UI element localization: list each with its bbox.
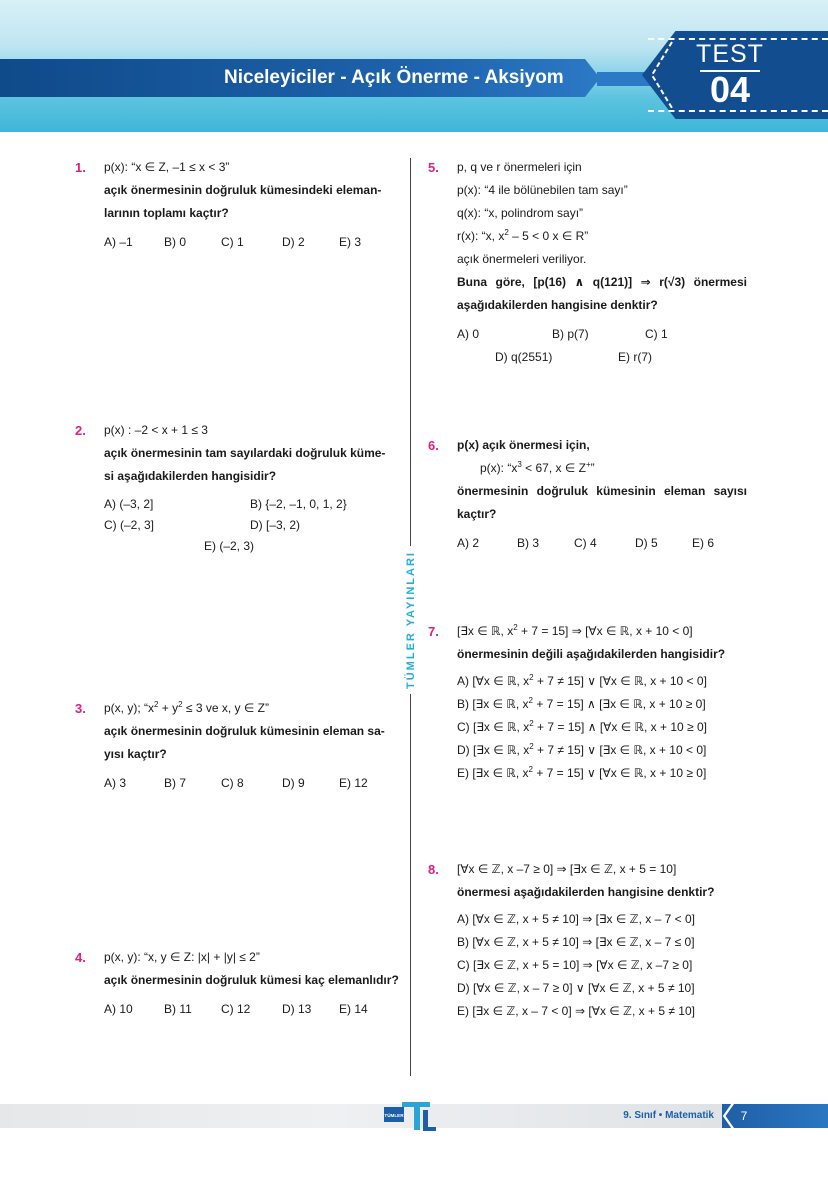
question-prompt: açık önermesinin tam sayılardaki doğruluk küme- bbox=[104, 446, 386, 460]
test-label: TEST bbox=[696, 40, 764, 68]
option-b[interactable]: B) [∀x ∈ ℤ, x + 5 ≠ 10] ⇒ [∃x ∈ ℤ, x – 7 ≤ 0] bbox=[457, 935, 695, 949]
publisher-side-label: TÜMLER YAYINLARI bbox=[405, 546, 417, 694]
question-number: 7. bbox=[428, 624, 439, 639]
question-statement: p, q ve r önermeleri için bbox=[457, 160, 582, 174]
question-prompt: yısı kaçtır? bbox=[104, 747, 167, 761]
option-d[interactable]: D) 2 bbox=[282, 235, 305, 249]
question-prompt: p(x) açık önermesi için, bbox=[457, 438, 590, 452]
question-number: 3. bbox=[75, 701, 86, 716]
question-prompt: önermesinin doğruluk kümesinin eleman sayısı bbox=[457, 484, 747, 498]
option-e[interactable]: E) [∃x ∈ ℤ, x – 7 < 0] ⇒ [∀x ∈ ℤ, x + 5 ≠ 10] bbox=[457, 1004, 695, 1018]
option-e[interactable]: E) 14 bbox=[339, 1002, 368, 1016]
option-e[interactable]: E) r(7) bbox=[618, 350, 652, 364]
option-a[interactable]: A) 3 bbox=[104, 776, 127, 790]
question-2 bbox=[75, 419, 396, 557]
option-b[interactable]: B) 11 bbox=[164, 1002, 192, 1016]
option-d[interactable]: D) [∃x ∈ ℝ, $x^2 + 7 \ne 15$] ∨ [∃x ∈ ℝ, x + 10 < 0] bbox=[457, 742, 707, 757]
question-5 bbox=[428, 156, 747, 369]
question-statement: p(x): “4 ile bölünebilen tam sayı” bbox=[457, 183, 628, 197]
question-prompt: si aşağıdakilerden hangisidir? bbox=[104, 469, 277, 483]
answer-options bbox=[104, 494, 396, 557]
answer-options bbox=[104, 231, 396, 254]
question-statement: p(x) : –2 < x + 1 ≤ 3 bbox=[104, 423, 208, 437]
option-c[interactable]: C) 4 bbox=[574, 536, 597, 550]
option-c[interactable]: C) (–2, 3] bbox=[104, 518, 155, 532]
option-a[interactable]: A) (–3, 2] bbox=[104, 497, 154, 511]
option-c[interactable]: C) 8 bbox=[221, 776, 244, 790]
option-c[interactable]: C) [∃x ∈ ℤ, x + 5 = 10] ⇒ [∀x ∈ ℤ, x –7 ≥ 0] bbox=[457, 958, 693, 972]
option-e[interactable]: E) 6 bbox=[692, 536, 715, 550]
question-1 bbox=[75, 156, 396, 254]
answer-options bbox=[104, 998, 404, 1021]
option-a[interactable]: A) –1 bbox=[104, 235, 133, 249]
option-b[interactable]: B) [∃x ∈ ℝ, $x^2 + 7 = 15$] ∧ [∃x ∈ ℝ, x + 10 ≥ 0] bbox=[457, 696, 706, 711]
option-d[interactable]: D) [∀x ∈ ℤ, x – 7 ≥ 0] ∨ [∀x ∈ ℤ, x + 5 ≠ 10] bbox=[457, 981, 695, 995]
question-8 bbox=[428, 858, 757, 1023]
test-number: 04 bbox=[709, 69, 751, 110]
answer-options bbox=[457, 908, 757, 1023]
question-statement: p(x, y); “$x^2 + y^2 \le 3$ ve x, y ∈ Z” bbox=[104, 700, 269, 715]
question-statement: p(x, y): “x, y ∈ Z: |x| + |y| ≤ 2” bbox=[104, 950, 260, 964]
question-3 bbox=[75, 697, 396, 795]
question-statement: p(x): “$x^3 < 67$, x ∈ Z+” bbox=[480, 460, 595, 475]
svg-text:TÜMLER: TÜMLER bbox=[384, 1113, 404, 1118]
question-statement: p(x): “x ∈ Z, –1 ≤ x < 3” bbox=[104, 160, 230, 174]
option-e[interactable]: E) 3 bbox=[339, 235, 362, 249]
option-c[interactable]: C) 1 bbox=[221, 235, 244, 249]
option-b[interactable]: B) {–2, –1, 0, 1, 2} bbox=[250, 497, 347, 511]
option-e[interactable]: E) [∃x ∈ ℝ, $x^2 + 7 = 15$] ∨ [∀x ∈ ℝ, x + 10 ≥ 0] bbox=[457, 765, 707, 780]
question-statement: [∀x ∈ ℤ, x –7 ≥ 0] ⇒ [∃x ∈ ℤ, x + 5 = 10] bbox=[457, 862, 677, 876]
course-label: 9. Sınıf • Matematik bbox=[623, 1110, 714, 1121]
answer-options bbox=[457, 323, 747, 369]
option-e[interactable]: E) 12 bbox=[339, 776, 368, 790]
question-number: 5. bbox=[428, 160, 439, 175]
option-a[interactable]: A) 2 bbox=[457, 536, 480, 550]
option-c[interactable]: C) 12 bbox=[221, 1002, 251, 1016]
question-prompt: kaçtır? bbox=[457, 507, 497, 521]
question-prompt: larının toplamı kaçtır? bbox=[104, 206, 229, 220]
question-7 bbox=[428, 620, 757, 785]
option-c[interactable]: C) 1 bbox=[645, 327, 668, 341]
option-a[interactable]: A) 10 bbox=[104, 1002, 133, 1016]
option-d[interactable]: D) [–3, 2) bbox=[250, 518, 301, 532]
question-statement: [∃x ∈ ℝ, $x^2 + 7 = 15$] ⇒ [∀x ∈ ℝ, x + 10 < 0] bbox=[457, 623, 693, 638]
question-prompt: aşağıdakilerden hangisine denktir? bbox=[457, 298, 658, 312]
option-a[interactable]: A) [∀x ∈ ℤ, x + 5 ≠ 10] ⇒ [∃x ∈ ℤ, x – 7 < 0] bbox=[457, 912, 695, 926]
option-d[interactable]: D) 5 bbox=[635, 536, 658, 550]
question-number: 6. bbox=[428, 438, 439, 453]
question-prompt: açık önermesinin doğruluk kümesindeki eleman- bbox=[104, 183, 382, 197]
question-prompt: önermesinin değili aşağıdakilerden hangisidir? bbox=[457, 647, 726, 661]
question-6 bbox=[428, 434, 747, 555]
option-a[interactable]: A) 0 bbox=[457, 327, 480, 341]
question-prompt: açık önermesinin doğruluk kümesi kaç elemanlıdır? bbox=[104, 973, 399, 987]
option-e[interactable]: E) (–2, 3) bbox=[204, 539, 255, 553]
option-b[interactable]: B) 3 bbox=[517, 536, 540, 550]
question-statement: açık önermeleri veriliyor. bbox=[457, 252, 587, 266]
answer-options bbox=[104, 772, 396, 795]
question-prompt: Buna göre, [p(16) ∧ q(121)] ⇒ r(√3) önermesi bbox=[457, 275, 747, 289]
page-title: Niceleyiciler - Açık Önerme - Aksiyom bbox=[224, 67, 564, 88]
option-d[interactable]: D) q(2551) bbox=[495, 350, 553, 364]
option-b[interactable]: B) p(7) bbox=[552, 327, 589, 341]
question-prompt: açık önermesinin doğruluk kümesinin eleman sa- bbox=[104, 724, 385, 738]
question-statement: q(x): “x, polindrom sayı” bbox=[457, 206, 584, 220]
question-number: 1. bbox=[75, 160, 86, 175]
publisher-logo-icon bbox=[380, 1096, 440, 1136]
option-b[interactable]: B) 7 bbox=[164, 776, 187, 790]
option-b[interactable]: B) 0 bbox=[164, 235, 187, 249]
option-d[interactable]: D) 9 bbox=[282, 776, 305, 790]
question-prompt: önermesi aşağıdakilerden hangisine denktir? bbox=[457, 885, 715, 899]
page-number: 7 bbox=[740, 1109, 748, 1123]
answer-options bbox=[457, 670, 757, 785]
option-a[interactable]: A) [∀x ∈ ℝ, $x^2 + 7 \ne 15$] ∨ [∀x ∈ ℝ, x + 10 < 0] bbox=[457, 673, 707, 688]
chevron-left-icon bbox=[648, 40, 674, 110]
question-number: 4. bbox=[75, 950, 86, 965]
question-number: 8. bbox=[428, 862, 439, 877]
question-number: 2. bbox=[75, 423, 86, 438]
option-d[interactable]: D) 13 bbox=[282, 1002, 312, 1016]
option-c[interactable]: C) [∃x ∈ ℝ, $x^2 + 7 = 15$] ∧ [∀x ∈ ℝ, x + 10 ≥ 0] bbox=[457, 719, 707, 734]
question-4 bbox=[75, 946, 404, 1021]
question-statement: r(x): “x, $x^2 - 5 < 0$ x ∈ R” bbox=[457, 228, 589, 243]
answer-options bbox=[457, 532, 747, 555]
